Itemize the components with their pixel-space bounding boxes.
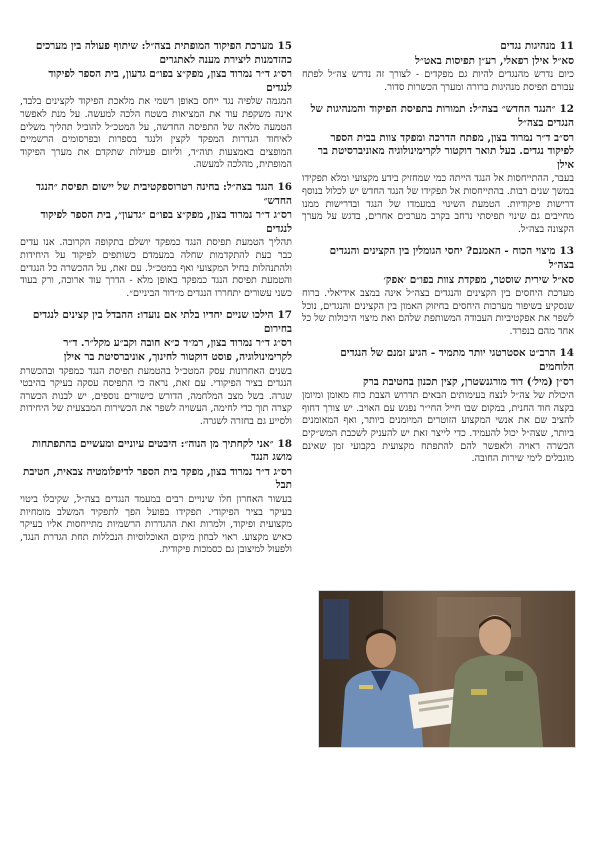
article-11 [302,40,574,94]
article-byline: רס״ג ד״ר נמרוד בצון, רמ״ד כ״א חובה וקב״ע מקל״ר. ד״ר לקרימינולוגיה, פוסט דוקטור לחינוך, אוניברסיטת בר אילן [63,337,292,364]
article-abstract: מערכת היחסים בין הקצינים והנגדים בצה״ל אינה במצב אידיאלי. ברוח שנסקיע בשיפור מערכות היחסים בחיזוק האמון בין הקצינים והנגדים, נוכל לשפר את אפקטיביות העבודה המשותפת שלהם ואת מיצוי היכולות של כל אחד מהם בנפרד. [302,288,574,337]
article-title [302,347,574,374]
article-number: 13 [559,245,574,258]
article-abstract: בעבר, ההתייחסות אל הנגד הייתה כמי שמחזיק בידע מקצועי ומלא תפקידו במשך שנים רבות. בהתייחסות אל תפקידו של הנגד החדש יש לכלול בנוסף דרישות פיקודיות. הטמעת השינוי במעמדו של הנגד ובדרישות ממנו מחייבים גם שינוי תפיסתי נרחב בקרב מערכים אחרים, בדגש על מערך הקצונה בצה״ל. [302,173,574,235]
article-17 [20,309,292,428]
article-abstract: בשנים האחרונות עסק המטכ״ל בהטמעת תפיסת הנגד כמפקד ובהכשרת הנגדים בציר הפיקודי. עם זאת, נראה כי התפיסה עסקה בעיקר בהיבטי שגרה. בשל מצב המלחמה, הדורש כישורים נוספים, יש לבנות הכשרה קצרה תוך כדי לחימה, העשויה לשפר את הכשירות המבצעית של היחידות ולסייע גם בחזרה לשגרה. [20,365,292,428]
article-12 [302,103,574,236]
article-byline: רס״ג ד״ר נמרוד בצון, מפק״צ בפו״ם גדעון, בית הספר לפיקוד לנגדים [48,68,292,94]
left-column [20,40,292,566]
article-byline: רס״ג ד״ר נמרוד בצון, מפק״צ בפו״ם ״גדעון״, בית הספר לפיקוד לנגדים [40,209,292,235]
article-number: 18 [277,437,292,450]
ceremony-photo [318,590,576,748]
article-byline: סא״ל שירית שוסטר, מפקדת צוות בפו״ם ׳אפק׳ [383,273,574,286]
article-title [20,309,292,336]
article-number: 17 [277,309,292,322]
article-14 [302,347,574,465]
article-number: 16 [277,180,292,193]
article-title-text: מערכת הפיקוד המופתית בצה״ל: שיתוף פעולה בין מערכים כהזדמנות ליצירת מענה לאתגרים [35,40,292,66]
article-abstract: היכולת של צה״ל לנצח בעימותים הבאים תדרוש הצבת כוח מאומן ומיומן בקצה חוד החנית, במקום שבו חייל החי״ר נפגש עם האויב. יש צורך דחוף להציב שם את אנשי המקצוע הזוטרים המיומנים ביותר, ואף המאומנים ביותר, שצה״ל יכול להעמיד. כדי לייצר זאת יש להעניק לשכבת המש״קים הכשרה ראויה ולאפשר להם להתפתח מקצועית בקבועי זמן שאינם מוגבלים לימי שירות החובה. [302,390,574,465]
right-column [302,40,574,475]
article-byline: סא״ל אילן רפאלי, רע״ן תפיסות באט״ל [415,54,574,67]
article-abstract: תהליך הטמעת תפיסת הנגד כמפקד יושלם בתקופה הקרובה. אנו עדים כבר כעת להתקדמות שחלה במעמדם כשותפים לפיקוד על היחידות ולהתנהלות בחיל המקצועי ואף במטכ״ל. עם זאת, על ההכשרה כל הנגדים והטמעת תפיסת הנגד כמפקד באופן מלא - הדרך עוד ארוכה, ורק בעוד כשני עשורים יתחררו הנגדים מ״דור הביניים״. [20,237,292,299]
article-number: 12 [559,103,574,116]
article-title-text: הילכו שניים יחדיו בלתי אם נועדו: ההבדל בין קצינים לנגדים בחירום [32,309,292,335]
article-15 [20,40,292,172]
article-number: 15 [277,40,292,52]
article-13 [302,245,574,338]
article-title [20,181,292,208]
article-title-text: ״אני לקחתיך מן הנוה״: היבטים עיוניים ומעשיים בהתפתחות מושג הנגד [31,437,292,464]
article-title-text: מנהיגות נגדים [500,40,556,52]
article-number: 14 [559,347,574,360]
article-title [302,40,574,54]
article-abstract: בעשור האחרון חלו שינויים רבים במעמד הנגדים בצה״ל, שקיבלו ביטוי בעיקר בציר הפיקודי. תפקידו בפועל הפך לתפקיד המשלב מומחיות מקצועית ופיקוד, ולמרות זאת ההגדרות הרשמיות מתייחסות אליו בעיקר כאיש מקצוע. ראוי לבחון מיקום האוכלוסיות הנכללות תחת הגדרת הנגד, ולפעול למיצובן גם כסמכות פיקודית. [20,494,292,556]
article-title [20,438,292,465]
article-abstract: כיום נדרש מהנגדים להיות גם מפקדים - לצורך זה נדרש צה״ל לפתח עבורם תפיסת מנהיגות ברורה ומערך הכשרות סדור. [302,69,574,93]
article-18 [20,438,292,557]
article-byline: רס״ן (מיל׳) דוד מורגנשטרן, קצין תכנון בחטיבת ברק [363,375,574,388]
article-title [302,103,574,130]
article-number: 11 [559,40,574,52]
article-title-text: הרב״ט אסטרטגי יותר מתמיד - הגיע זמנם של הנגדים הלוחמים [340,347,574,374]
article-title-text: מיצוי הכוח - האמנם? יחסי הגומלין בין הקצינים והנגדים בצה״ל [329,245,574,271]
ceremony-photo-illustration [319,591,575,747]
article-title-text: ״הנגד החדש״ בצה״ל: תמורות בתפיסת הפיקוד והמנהיגות של הנגדים בצה״ל [310,103,574,129]
article-title-text: הנגד בצה״ל: בחינה רטרוספקטיבית של יישום תפיסת ״הנגד החדש״ [35,180,292,207]
article-abstract: המגמה שלפיה נגד ייחס באופן רשמי את מלאכת הפיקוד לקצינים בלבד, אינה משקפת עוד את המציאות בשטח הלכה למעשה. על מנת לאפשר הטמעה מלאה של התפיסה החדשה, על המטכ״ל להוביל תהליך משלים לאיחוד הגדרות המפקד לקצין ולנגד בספרות ובפרסומים הרשמיים המופצים באמצעות תוה״ד, וליזום פעילות שתקדם את מערך הפיקוד המופתית, מהלכה למעשה. [20,96,292,171]
article-byline: רס״ב ד״ר נמרוד בצון, מפתח הדרכה ומפקד צוות בבית הספר לפיקוד נגדים. בעל תואר דוקטור לקרימינולוגיה מאוניברסיטת בר אילן [317,131,574,171]
article-byline: רס״ג ד״ר נמרוד בצון, מפקד בית הספר לדיפלומטיה צבאית, חטיבת תבל [23,465,292,492]
article-title [302,245,574,272]
article-16 [20,181,292,300]
article-title [20,40,292,67]
